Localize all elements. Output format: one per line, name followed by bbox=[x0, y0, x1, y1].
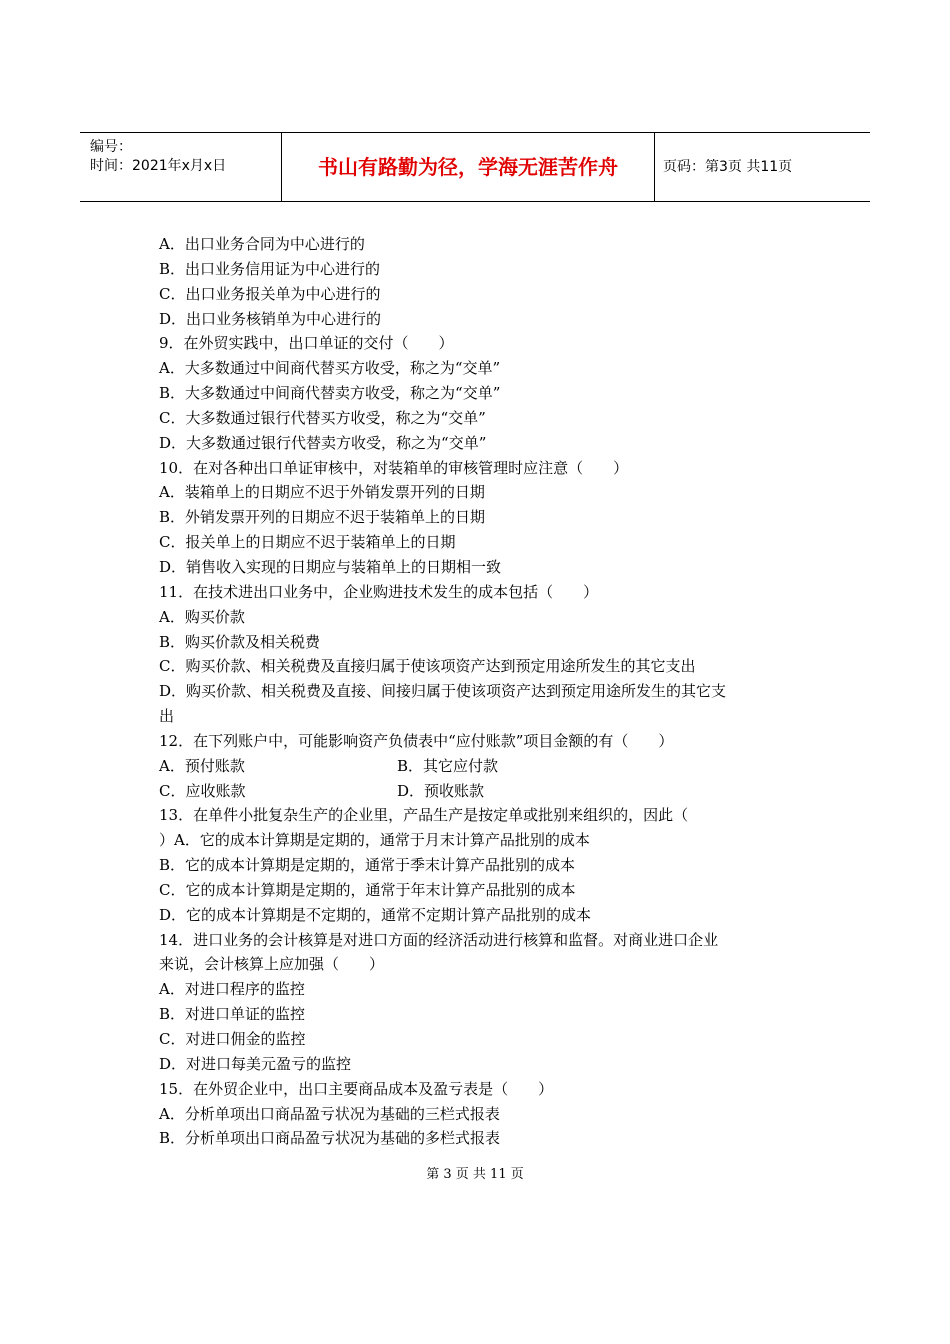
text-line: A．对进口程序的监控 bbox=[159, 980, 305, 999]
question-lines-part2 bbox=[159, 803, 799, 1151]
header-number-label: 编号： bbox=[90, 139, 132, 155]
text-line: 来说，会计核算上应加强（ ） bbox=[159, 955, 385, 974]
header-meta-cell bbox=[80, 133, 282, 201]
text-line: 12．在下列账户中，可能影响资产负债表中“应付账款”项目金额的有（ ） bbox=[159, 731, 674, 750]
option-left: C．应收账款 bbox=[159, 781, 246, 800]
question-lines-part1 bbox=[159, 232, 799, 754]
text-line: D．出口业务核销单为中心进行的 bbox=[159, 309, 382, 328]
text-line: 13．在单件小批复杂生产的企业里，产品生产是按定单或批别来组织的，因此（ bbox=[159, 806, 689, 825]
option-left: A．预付账款 bbox=[159, 756, 245, 775]
document-header bbox=[80, 132, 870, 202]
text-line: C．报关单上的日期应不迟于装箱单上的日期 bbox=[159, 533, 456, 552]
option-right: B．其它应付款 bbox=[397, 756, 499, 775]
text-line: 10．在对各种出口单证审核中，对装箱单的审核管理时应注意（ ） bbox=[159, 458, 629, 477]
text-line: C．出口业务报关单为中心进行的 bbox=[159, 284, 381, 303]
text-line: B．出口业务信用证为中心进行的 bbox=[159, 259, 381, 278]
text-line: C．大多数通过银行代替买方收受，称之为“交单” bbox=[159, 408, 486, 427]
header-page-info: 页码：第3页 共11页 bbox=[663, 159, 793, 175]
q12-options bbox=[159, 754, 799, 804]
text-line: D．购买价款、相关税费及直接、间接归属于使该项资产达到预定用途所发生的其它支 bbox=[159, 682, 727, 701]
text-line: 15．在外贸企业中，出口主要商品成本及盈亏表是（ ） bbox=[159, 1079, 554, 1098]
text-line: 14．进口业务的会计核算是对进口方面的经济活动进行核算和监督。对商业进口企业 bbox=[159, 930, 719, 949]
text-line: B．购买价款及相关税费 bbox=[159, 632, 321, 651]
text-line: B．外销发票开列的日期应不迟于装箱单上的日期 bbox=[159, 508, 486, 527]
text-line: D．销售收入实现的日期应与装箱单上的日期相一致 bbox=[159, 557, 502, 576]
text-line: A．出口业务合同为中心进行的 bbox=[159, 235, 365, 253]
text-line: D．对进口每美元盈亏的监控 bbox=[159, 1054, 352, 1073]
header-motto: 书山有路勤为径，学海无涯苦作舟 bbox=[282, 133, 655, 201]
text-line: A．大多数通过中间商代替买方收受，称之为“交单” bbox=[159, 359, 501, 378]
text-line: C．对进口佣金的监控 bbox=[159, 1030, 306, 1048]
text-line: A．分析单项出口商品盈亏状况为基础的三栏式报表 bbox=[159, 1104, 500, 1123]
text-line: C．购买价款、相关税费及直接归属于使该项资产达到预定用途所发生的其它支出 bbox=[159, 657, 696, 676]
text-line: B．大多数通过中间商代替卖方收受，称之为“交单” bbox=[159, 384, 501, 403]
header-time-label: 时间：2021年x月x日 bbox=[90, 158, 227, 174]
text-line: D．大多数通过银行代替卖方收受，称之为“交单” bbox=[159, 433, 487, 452]
text-line: D．它的成本计算期是不定期的，通常不定期计算产品批别的成本 bbox=[159, 905, 592, 924]
text-line: A．购买价款 bbox=[159, 607, 245, 626]
option-row bbox=[159, 754, 799, 779]
text-line: 出 bbox=[159, 707, 175, 726]
text-line: B．它的成本计算期是定期的，通常于季末计算产品批别的成本 bbox=[159, 856, 576, 875]
option-row bbox=[159, 779, 799, 804]
text-line: B．对进口单证的监控 bbox=[159, 1005, 306, 1024]
question-content bbox=[159, 232, 799, 1151]
text-line: 11．在技术进出口业务中，企业购进技术发生的成本包括（ ） bbox=[159, 582, 599, 601]
page-footer: 第 3 页 共 11 页 bbox=[426, 1167, 524, 1182]
text-line: ）A．它的成本计算期是定期的，通常于月末计算产品批别的成本 bbox=[159, 831, 590, 850]
text-line: C．它的成本计算期是定期的，通常于年末计算产品批别的成本 bbox=[159, 880, 576, 899]
option-right: D．预收账款 bbox=[397, 781, 485, 800]
text-line: 9．在外贸实践中，出口单证的交付（ ） bbox=[159, 334, 454, 353]
text-line: A．装箱单上的日期应不迟于外销发票开列的日期 bbox=[159, 483, 485, 502]
text-line: B．分析单项出口商品盈亏状况为基础的多栏式报表 bbox=[159, 1129, 501, 1148]
